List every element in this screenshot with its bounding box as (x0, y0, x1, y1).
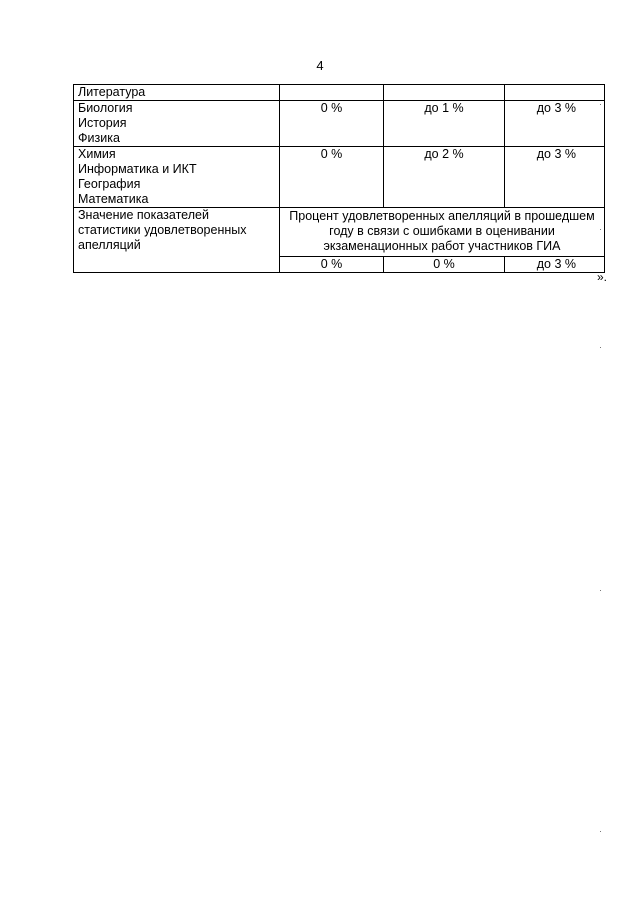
subject-cell (74, 85, 280, 101)
appeals-header-cell: Процент удовлетворенных апелляций в прошедшем году в связи с ошибками в оценивании экзаменационных работ участников ГИА (280, 208, 605, 257)
value-cell: до 3 % (505, 257, 605, 273)
scan-speck (600, 104, 601, 105)
table-row (74, 85, 605, 101)
subject-cell (74, 147, 280, 208)
scan-speck (600, 590, 601, 591)
value-cell (505, 85, 605, 101)
table-row (74, 208, 605, 257)
value-cell: до 2 % (384, 147, 505, 208)
value-cell: 0 % (280, 257, 384, 273)
table-row (74, 147, 605, 208)
scan-speck (600, 347, 601, 348)
subject-name: Биология (78, 101, 133, 115)
table-row (74, 101, 605, 147)
value-cell: до 3 % (505, 147, 605, 208)
value-cell: до 1 % (384, 101, 505, 147)
value-cell (384, 85, 505, 101)
subject-name: Информатика и ИКТ (78, 162, 197, 176)
subject-name: География (78, 177, 141, 191)
scan-speck (600, 229, 601, 230)
subject-name: История (78, 116, 127, 130)
subject-name: Химия (78, 147, 116, 161)
value-cell (280, 85, 384, 101)
value-cell: 0 % (384, 257, 505, 273)
scan-speck (600, 831, 601, 832)
page-number: 4 (316, 58, 324, 73)
subject-name: Математика (78, 192, 149, 206)
closing-quote-mark: ». (597, 270, 608, 284)
value-cell: 0 % (280, 101, 384, 147)
value-cell: до 3 % (505, 101, 605, 147)
appeals-label-cell: Значение показателей статистики удовлетворенных апелляций (74, 208, 280, 273)
subject-name: Литература (78, 85, 146, 99)
subject-cell (74, 101, 280, 147)
criteria-table (73, 84, 605, 273)
value-cell: 0 % (280, 147, 384, 208)
subject-name: Физика (78, 131, 120, 145)
